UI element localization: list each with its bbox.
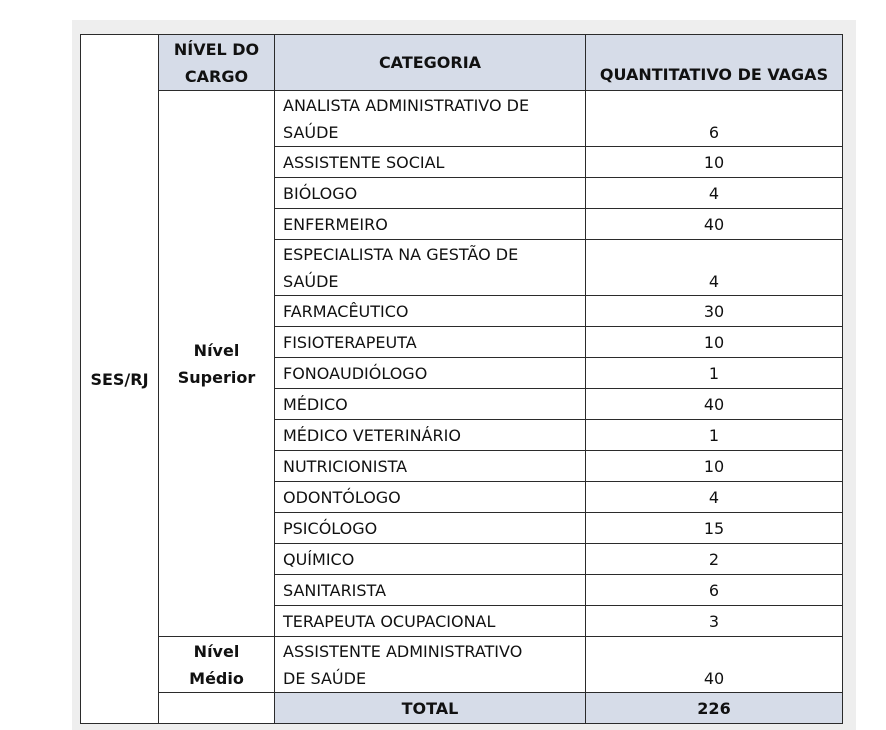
header-nivel <box>159 35 275 91</box>
total-blank-cell <box>159 693 275 724</box>
table-row <box>81 91 843 147</box>
header-quantitativo: QUANTITATIVO DE VAGAS <box>586 35 843 91</box>
total-value: 226 <box>586 693 843 724</box>
vagas-cell: 10 <box>586 147 843 178</box>
total-label: TOTAL <box>275 693 586 724</box>
header-nivel-line2: CARGO <box>184 66 249 86</box>
categoria-cell: FISIOTERAPEUTA <box>275 327 586 358</box>
header-categoria: CATEGORIA <box>275 35 586 91</box>
nivel-medio-cell <box>159 637 275 693</box>
vagas-cell: 40 <box>586 637 843 693</box>
header-row <box>81 35 843 91</box>
categoria-cell <box>275 240 586 296</box>
nivel-medio-line2: Médio <box>189 668 244 688</box>
categoria-cell: FONOAUDIÓLOGO <box>275 358 586 389</box>
nivel-superior-cell <box>159 91 275 637</box>
categoria-line2: SAÚDE <box>283 122 339 142</box>
orgao-cell: SES/RJ <box>81 35 159 724</box>
vagas-cell: 4 <box>586 482 843 513</box>
vagas-cell: 40 <box>586 209 843 240</box>
header-nivel-line1: NÍVEL DO <box>173 39 260 59</box>
categoria-cell: QUÍMICO <box>275 544 586 575</box>
categoria-cell: ODONTÓLOGO <box>275 482 586 513</box>
categoria-cell: MÉDICO VETERINÁRIO <box>275 420 586 451</box>
categoria-line2: SAÚDE <box>283 271 339 291</box>
vagas-cell: 2 <box>586 544 843 575</box>
vagas-cell: 15 <box>586 513 843 544</box>
nivel-superior-line1: Nível <box>193 340 240 360</box>
categoria-cell: TERAPEUTA OCUPACIONAL <box>275 606 586 637</box>
vagas-cell: 10 <box>586 327 843 358</box>
vagas-cell: 4 <box>586 178 843 209</box>
vagas-cell: 4 <box>586 240 843 296</box>
vagas-cell: 1 <box>586 420 843 451</box>
categoria-cell <box>275 91 586 147</box>
categoria-line1: ASSISTENTE ADMINISTRATIVO <box>283 641 523 661</box>
categoria-line1: ANALISTA ADMINISTRATIVO DE <box>283 95 530 115</box>
categoria-cell: PSICÓLOGO <box>275 513 586 544</box>
categoria-line2: DE SAÚDE <box>283 668 367 688</box>
vagas-cell: 40 <box>586 389 843 420</box>
vagas-cell: 30 <box>586 296 843 327</box>
categoria-cell: ASSISTENTE SOCIAL <box>275 147 586 178</box>
categoria-cell: NUTRICIONISTA <box>275 451 586 482</box>
nivel-superior-line2: Superior <box>177 367 256 387</box>
vacancies-table <box>80 34 843 724</box>
categoria-cell: FARMACÊUTICO <box>275 296 586 327</box>
vagas-cell: 1 <box>586 358 843 389</box>
categoria-line1: ESPECIALISTA NA GESTÃO DE <box>283 244 519 264</box>
total-row <box>81 693 843 724</box>
nivel-medio-line1: Nível <box>193 641 240 661</box>
categoria-cell: BIÓLOGO <box>275 178 586 209</box>
table-row <box>81 637 843 693</box>
vagas-cell: 10 <box>586 451 843 482</box>
categoria-cell: ENFERMEIRO <box>275 209 586 240</box>
categoria-cell <box>275 637 586 693</box>
vagas-cell: 3 <box>586 606 843 637</box>
categoria-cell: SANITARISTA <box>275 575 586 606</box>
vagas-cell: 6 <box>586 91 843 147</box>
vagas-cell: 6 <box>586 575 843 606</box>
categoria-cell: MÉDICO <box>275 389 586 420</box>
